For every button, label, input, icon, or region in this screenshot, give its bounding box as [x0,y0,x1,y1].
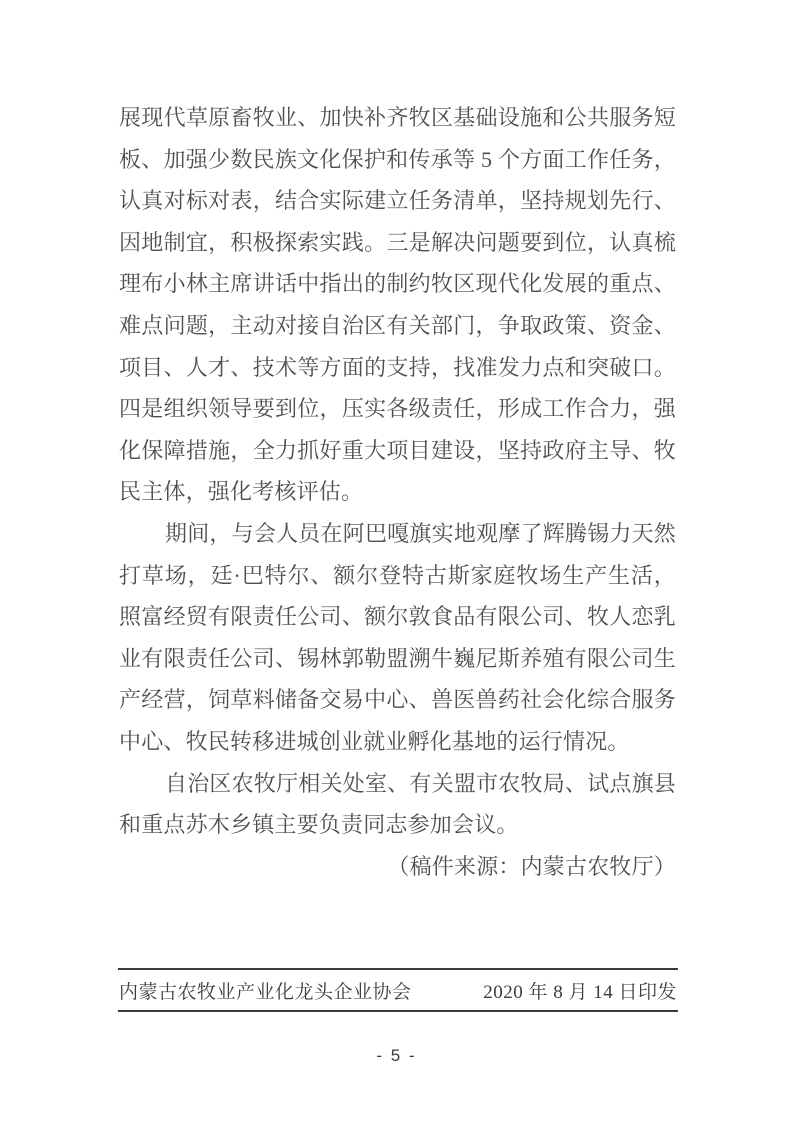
body-line paragraph-end: 民主体，强化考核评估。 [119,479,364,505]
body-line: 难点问题，主动对接自治区有关部门，争取政策、资金、 [119,312,676,338]
body-line: 化保障措施，全力抓好重大项目建设，坚持政府主导、牧 [119,437,676,463]
body-line: 四是组织领导要到位，压实各级责任，形成工作合力，强 [119,396,676,422]
body-line: 认真对标对表，结合实际建立任务清单，坚持规划先行、 [119,188,676,214]
colophon-rule-bottom [118,1010,678,1012]
body-line paragraph-start: 期间，与会人员在阿巴嘎旗实地观摩了辉腾锡力天然 [165,520,676,546]
body-line: 理布小林主席讲话中指出的制约牧区现代化发展的重点、 [119,271,676,297]
colophon-row [118,970,678,1010]
body-line: 展现代草原畜牧业、加快补齐牧区基础设施和公共服务短 [119,105,676,130]
body-line: 产经营，饲草料储备交易中心、兽医兽药社会化综合服务 [119,687,676,713]
body-line: 项目、人才、技术等方面的支持，找准发力点和突破口。 [119,354,676,380]
print-date-label: 2020 年 8 月 14 日印发 [483,981,677,1003]
body-line paragraph-start: 自治区农牧厅相关处室、有关盟市农牧局、试点旗县 [165,770,676,796]
body-line: 板、加强少数民族文化保护和传承等 5 个方面工作任务， [119,146,676,172]
source-attribution-line: （稿件来源：内蒙古农牧厅） [387,853,676,879]
body-line: 照富经贸有限责任公司、额尔敦食品有限公司、牧人恋乳 [119,604,676,630]
document-body [119,97,676,887]
colophon-bar [118,968,678,1012]
body-line: 打草场，廷·巴特尔、额尔登特古斯家庭牧场生产生活， [119,562,676,588]
body-line: 业有限责任公司、锡林郭勒盟溯牛巍尼斯养殖有限公司生 [119,645,676,671]
body-line: 因地制宜，积极探索实践。三是解决问题要到位，认真梳 [119,229,676,255]
body-line paragraph-end: 和重点苏木乡镇主要负责同志参加会议。 [119,812,519,838]
issuing-org-label: 内蒙古农牧业产业化龙头企业协会 [119,981,412,1003]
page-number: - 5 - [376,1046,417,1065]
body-line paragraph-end: 中心、牧民转移进城创业就业孵化基地的运行情况。 [119,728,630,754]
